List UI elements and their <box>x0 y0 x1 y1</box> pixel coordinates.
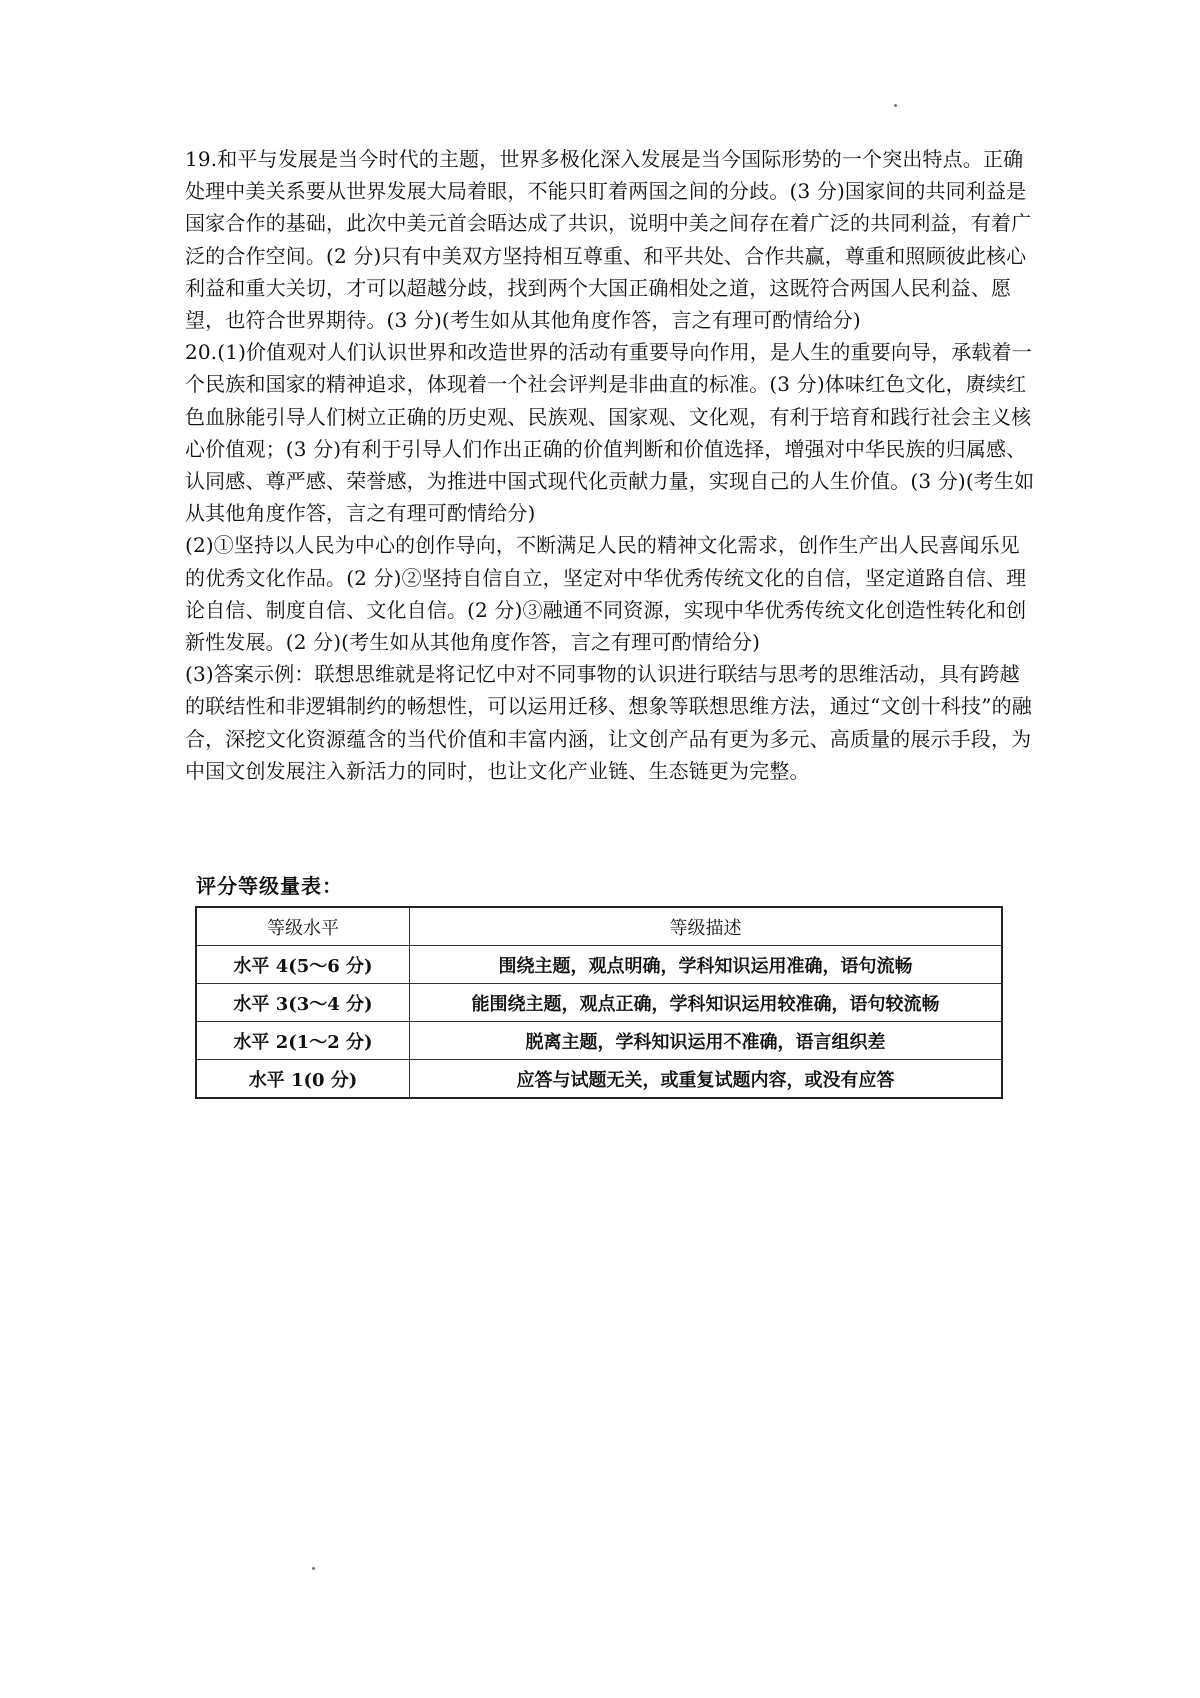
rubric-header-row <box>196 907 1002 946</box>
rubric-header-description: 等级描述 <box>410 907 1003 946</box>
scan-speck <box>312 1567 315 1570</box>
scan-speck <box>894 104 897 107</box>
rubric-level-cell: 水平 4(5～6 分) <box>196 946 410 984</box>
table-row <box>196 984 1002 1022</box>
answer-20-part-2: (2)①坚持以人民为中心的创作导向，不断满足人民的精神文化需求，创作生产出人民喜闻乐见的优秀文化作品。(2 分)②坚持自信自立，坚定对中华优秀传统文化的自信，坚定道路自信、理论自信、制度自信、文化自信。(2 分)③融通不同资源，实现中华优秀传统文化创造性转化和创新性发展。(2 分)(考生如从其他角度作答，言之有理可酌情给分) <box>185 533 1027 655</box>
table-row <box>196 1060 1002 1099</box>
table-row <box>196 1022 1002 1060</box>
answer-19: 19.和平与发展是当今时代的主题，世界多极化深入发展是当今国际形势的一个突出特点。正确处理中美关系要从世界发展大局着眼，不能只盯着两国之间的分歧。(3 分)国家间的共同利益是国家合作的基础，此次中美元首会晤达成了共识，说明中美之间存在着广泛的共同利益，有着广泛的合作空间。(2 分)只有中美双方坚持相互尊重、和平共处、合作共赢，尊重和照顾彼此核心利益和重大关切，才可以超越分歧，找到两个大国正确相处之道，这既符合两国人民利益、愿望，也符合世界期待。(3 分)(考生如从其他角度作答，言之有理可酌情给分) <box>185 147 1032 333</box>
rubric-description-cell: 能围绕主题，观点正确，学科知识运用较准确，语句较流畅 <box>410 984 1003 1022</box>
rubric-table <box>195 906 1003 1099</box>
table-row <box>196 946 1002 984</box>
rubric-description-cell: 应答与试题无关，或重复试题内容，或没有应答 <box>410 1060 1003 1099</box>
rubric-description-cell: 脱离主题，学科知识运用不准确，语言组织差 <box>410 1022 1003 1060</box>
answer-20-part-1: 20.(1)价值观对人们认识世界和改造世界的活动有重要导向作用，是人生的重要向导，承载着一个民族和国家的精神追求，体现着一个社会评判是非曲直的标准。(3 分)体味红色文化，赓续红色血脉能引导人们树立正确的历史观、民族观、国家观、文化观，有利于培育和践行社会主义核心价值观；(3 分)有利于引导人们作出正确的价值判断和价值选择，增强对中华民族的归属感、认同感、尊严感、荣誉感，为推进中国式现代化贡献力量，实现自己的人生价值。(3 分)(考生如从其他角度作答，言之有理可酌情给分) <box>185 340 1035 526</box>
rubric-header-level: 等级水平 <box>196 907 410 946</box>
rubric-level-cell: 水平 1(0 分) <box>196 1060 410 1099</box>
rubric-level-cell: 水平 2(1～2 分) <box>196 1022 410 1060</box>
rubric-title: 评分等级量表： <box>196 874 343 898</box>
rubric-description-cell: 围绕主题，观点明确，学科知识运用准确，语句流畅 <box>410 946 1003 984</box>
rubric-level-cell: 水平 3(3～4 分) <box>196 984 410 1022</box>
answer-text-block <box>185 143 1035 787</box>
answer-20-part-3: (3)答案示例：联想思维就是将记忆中对不同事物的认识进行联结与思考的思维活动，具有跨越的联结性和非逻辑制约的畅想性，可以运用迁移、想象等联想思维方法，通过“文创十科技”的融合，深挖文化资源蕴含的当代价值和丰富内涵，让文创产品有更为多元、高质量的展示手段，为中国文创发展注入新活力的同时，也让文化产业链、生态链更为完整。 <box>185 662 1032 783</box>
